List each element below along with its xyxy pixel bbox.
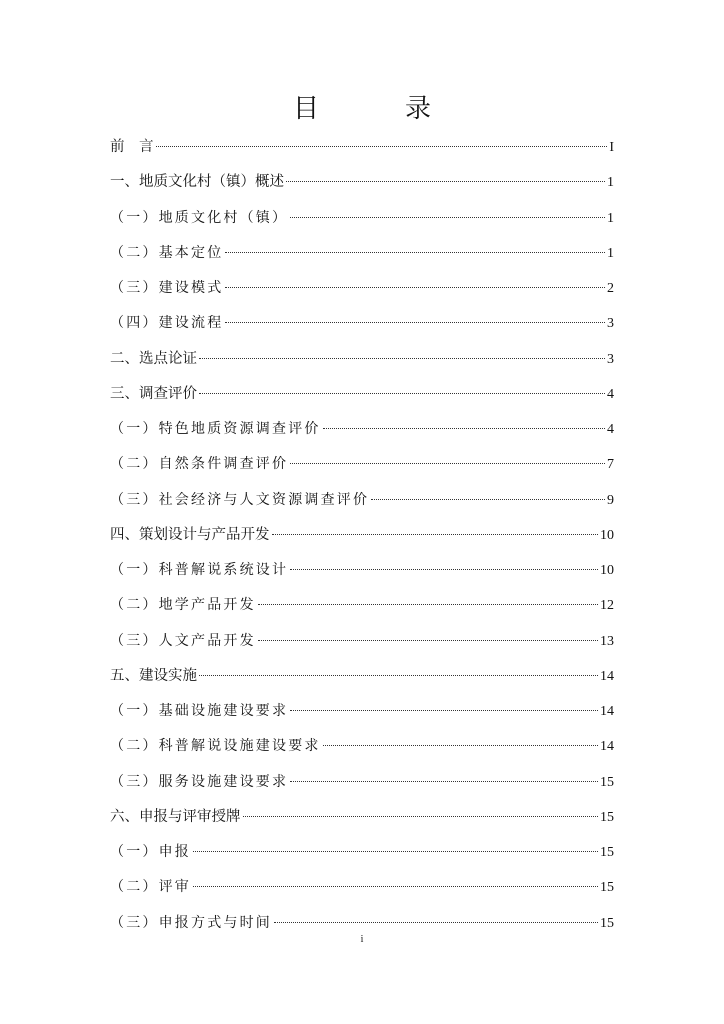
toc-entry-page-number[interactable]: 3 — [607, 316, 614, 332]
toc-entry[interactable] — [110, 805, 614, 840]
toc-entry-label[interactable]: （三）建设模式 — [110, 280, 224, 296]
toc-entry[interactable] — [110, 206, 614, 241]
toc-entry-label[interactable]: （一）特色地质资源调查评价 — [110, 421, 321, 437]
toc-entry-page-number[interactable]: 1 — [607, 210, 614, 226]
toc-entry[interactable] — [110, 347, 614, 382]
toc-entry-label[interactable]: 一、地质文化村（镇）概述 — [110, 174, 284, 191]
toc-dot-leader — [225, 322, 605, 323]
toc-entry[interactable] — [110, 593, 614, 628]
toc-entry-label[interactable]: （一）基础设施建设要求 — [110, 703, 289, 719]
toc-entry[interactable] — [110, 417, 614, 452]
toc-entry-label[interactable]: （一）申报 — [110, 844, 191, 860]
toc-list — [110, 135, 614, 946]
toc-title: 目 录 — [292, 94, 461, 124]
toc-entry-page-number[interactable]: 9 — [607, 492, 614, 508]
toc-entry-page-number[interactable]: 15 — [600, 915, 614, 931]
toc-entry-page-number[interactable]: 10 — [600, 527, 614, 543]
toc-entry[interactable] — [110, 734, 614, 769]
toc-dot-leader — [290, 463, 605, 464]
toc-dot-leader — [193, 886, 598, 887]
toc-entry-label[interactable]: 五、建设实施 — [110, 667, 197, 684]
toc-entry[interactable] — [110, 488, 614, 523]
toc-entry[interactable] — [110, 840, 614, 875]
toc-dot-leader — [199, 393, 605, 394]
toc-dot-leader — [199, 675, 598, 676]
toc-entry-label[interactable]: （二）基本定位 — [110, 244, 224, 261]
toc-dot-leader — [199, 358, 605, 359]
toc-entry-page-number[interactable]: 1 — [607, 245, 614, 261]
toc-entry-page-number[interactable]: 14 — [600, 739, 614, 755]
toc-entry-page-number[interactable]: 15 — [600, 880, 614, 896]
toc-dot-leader — [156, 146, 608, 147]
toc-entry-page-number[interactable]: 10 — [600, 563, 614, 578]
toc-dot-leader — [323, 745, 598, 746]
toc-dot-leader — [258, 604, 598, 605]
toc-entry-page-number[interactable]: 14 — [600, 668, 614, 684]
toc-entry[interactable] — [110, 276, 614, 311]
toc-entry-label[interactable]: 六、申报与评审授牌 — [110, 808, 241, 825]
toc-entry-label[interactable]: （一）科普解说系统设计 — [110, 562, 289, 578]
toc-entry[interactable] — [110, 382, 614, 417]
toc-dot-leader — [290, 710, 598, 711]
toc-entry-label[interactable]: （二）自然条件调查评价 — [110, 456, 289, 473]
toc-entry-page-number[interactable]: 7 — [607, 457, 614, 473]
toc-entry-page-number[interactable]: I — [609, 140, 614, 155]
toc-dot-leader — [274, 922, 598, 923]
toc-entry[interactable] — [110, 311, 614, 346]
toc-entry-label[interactable]: （四）建设流程 — [110, 315, 224, 332]
toc-entry-label[interactable]: （三）人文产品开发 — [110, 632, 256, 649]
toc-entry-label[interactable]: （一）地质文化村（镇） — [110, 209, 289, 226]
toc-entry-label[interactable]: （二）科普解说设施建设要求 — [110, 738, 321, 755]
toc-dot-leader — [225, 287, 605, 288]
toc-entry-page-number[interactable]: 14 — [600, 704, 614, 719]
toc-entry-label[interactable]: 前 言 — [110, 139, 154, 155]
toc-entry-label[interactable]: 三、调查评价 — [110, 385, 197, 402]
toc-entry-label[interactable]: （三）社会经济与人文资源调查评价 — [110, 491, 370, 508]
toc-entry[interactable] — [110, 135, 614, 170]
toc-dot-leader — [258, 640, 598, 641]
toc-entry-page-number[interactable]: 12 — [600, 598, 614, 614]
toc-entry[interactable] — [110, 170, 614, 205]
toc-entry-page-number[interactable]: 15 — [600, 845, 614, 860]
toc-entry-label[interactable]: 二、选点论证 — [110, 350, 197, 367]
toc-dot-leader — [272, 534, 599, 535]
toc-entry-page-number[interactable]: 3 — [607, 351, 614, 367]
footer-page-number: i — [360, 934, 364, 945]
toc-entry-label[interactable]: （三）服务设施建设要求 — [110, 773, 289, 790]
toc-entry[interactable] — [110, 523, 614, 558]
toc-entry-page-number[interactable]: 13 — [600, 633, 614, 649]
toc-dot-leader — [193, 851, 598, 852]
toc-entry-page-number[interactable]: 2 — [607, 281, 614, 296]
toc-entry-page-number[interactable]: 15 — [600, 809, 614, 825]
toc-dot-leader — [290, 781, 598, 782]
toc-entry-page-number[interactable]: 1 — [607, 175, 614, 191]
toc-entry[interactable] — [110, 558, 614, 593]
toc-dot-leader — [225, 252, 605, 253]
toc-entry[interactable] — [110, 770, 614, 805]
toc-entry-label[interactable]: （三）申报方式与时间 — [110, 914, 272, 931]
toc-entry-label[interactable]: （二）地学产品开发 — [110, 597, 256, 614]
toc-entry[interactable] — [110, 452, 614, 487]
toc-entry-page-number[interactable]: 15 — [600, 774, 614, 790]
toc-entry-page-number[interactable]: 4 — [607, 422, 614, 437]
toc-entry[interactable] — [110, 875, 614, 910]
toc-entry-label[interactable]: （二）评审 — [110, 879, 191, 896]
toc-dot-leader — [290, 569, 598, 570]
toc-entry[interactable] — [110, 699, 614, 734]
toc-entry-label[interactable]: 四、策划设计与产品开发 — [110, 526, 270, 543]
toc-entry[interactable] — [110, 629, 614, 664]
toc-entry[interactable] — [110, 664, 614, 699]
toc-entry[interactable] — [110, 241, 614, 276]
toc-dot-leader — [323, 428, 605, 429]
toc-dot-leader — [286, 181, 605, 182]
toc-dot-leader — [290, 217, 605, 218]
toc-dot-leader — [371, 499, 605, 500]
toc-dot-leader — [243, 816, 599, 817]
toc-entry-page-number[interactable]: 4 — [607, 386, 614, 402]
